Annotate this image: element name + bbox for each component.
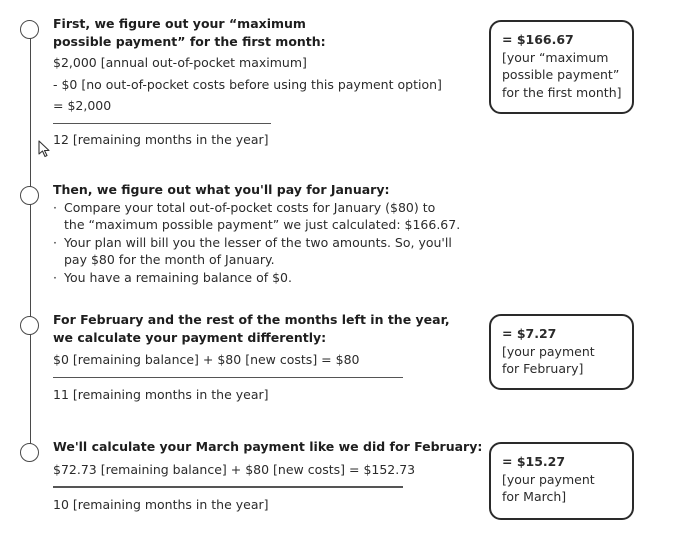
step-3-result-box — [489, 314, 634, 390]
mouse-pointer-icon — [38, 140, 52, 158]
step-1-title-line-1: First, we figure out your “maximum — [53, 16, 306, 31]
step-4-title: We'll calculate your March payment like we did for February: — [53, 439, 483, 454]
step-3-numerator: $0 [remaining balance] + $80 [new costs] = $80 — [53, 352, 360, 367]
step-1-result-amount: = $166.67 — [502, 32, 574, 47]
step-4-fraction-bar — [53, 486, 403, 488]
step-4-result-amount: = $15.27 — [502, 454, 566, 469]
step-4-marker — [20, 443, 39, 462]
step-2-title: Then, we figure out what you'll pay for January: — [53, 182, 390, 197]
step-2-bullet-1-line-1: · Compare your total out-of-pocket costs for January ($80) to — [64, 199, 436, 215]
step-1-fraction-bar — [53, 123, 271, 125]
timeline-line — [30, 30, 31, 450]
step-2-marker — [20, 186, 39, 205]
step-3-title-line-2: we calculate your payment differently: — [53, 329, 327, 345]
step-2-bullet-2 — [53, 234, 460, 269]
step-2-bullet-1 — [53, 199, 460, 234]
step-4-result-line-1: [your payment — [502, 471, 595, 487]
step-1-line-2: - $0 [no out-of-pocket costs before using this payment option] — [53, 76, 442, 92]
step-4 — [53, 438, 482, 513]
step-3-result-amount: = $7.27 — [502, 326, 557, 341]
step-2-bullet-1-line-2: the “maximum possible payment” we just calculated: $166.67. — [64, 217, 461, 232]
step-4-numerator: $72.73 [remaining balance] + $80 [new costs] = $152.73 — [53, 461, 416, 477]
step-1 — [53, 15, 442, 149]
step-3-result-line-2: for February] — [502, 361, 584, 376]
step-1-title-line-2: possible payment” for the first month: — [53, 33, 326, 49]
step-1-denominator: 12 [remaining months in the year] — [53, 132, 269, 147]
step-2-bullet-3-text: · You have a remaining balance of $0. — [64, 269, 292, 285]
step-3-denominator: 11 [remaining months in the year] — [53, 387, 269, 402]
step-1-result-box — [489, 20, 634, 114]
step-1-result-line-3: for the first month] — [502, 84, 622, 100]
step-4-result-line-2: for March] — [502, 489, 567, 504]
step-1-marker — [20, 20, 39, 39]
step-2-bullet-2-line-2: pay $80 for the month of January. — [64, 252, 275, 267]
step-1-line-1: $2,000 [annual out-of-pocket maximum] — [53, 55, 307, 70]
step-3-fraction-bar — [53, 377, 403, 379]
step-1-result-line-1: [your “maximum — [502, 49, 609, 65]
step-3-title-line-1: For February and the rest of the months left in the year, — [53, 312, 450, 327]
step-4-result-box — [489, 442, 634, 520]
step-3-marker — [20, 316, 39, 335]
step-2-bullet-2-line-1: · Your plan will bill you the lesser of the two amounts. So, you'll — [64, 234, 452, 250]
step-1-line-3: = $2,000 — [53, 98, 112, 113]
step-3 — [53, 311, 450, 404]
step-2-bullet-3 — [53, 269, 460, 287]
step-4-denominator: 10 [remaining months in the year] — [53, 496, 269, 512]
step-1-result-line-2: possible payment” — [502, 67, 620, 82]
step-3-result-line-1: [your payment — [502, 343, 595, 359]
step-2 — [53, 181, 460, 286]
